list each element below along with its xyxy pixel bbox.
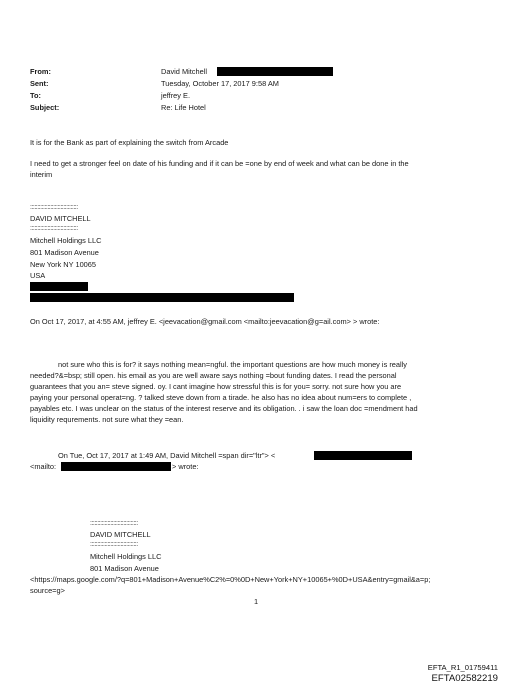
footer-id-1: EFTA_R1_01759411: [427, 663, 498, 672]
quote1-line-5: payables etc. I was unclear on the status of the interest reserve and its obligation. . i saw the loan doc =mendment had: [30, 404, 418, 413]
sig1-company: Mitchell Holdings LLC: [30, 236, 102, 245]
sig2-name: DAVID MITCHELL: [90, 530, 151, 539]
to-value: jeffrey E.: [161, 91, 191, 100]
body-line-2b: interim: [30, 170, 53, 179]
sig1-country: USA: [30, 271, 46, 280]
from-value: David Mitchell: [161, 67, 208, 76]
from-label: From:: [30, 67, 51, 76]
quote1-line-3: guarantees that you an= steve signed. oy. I cant imagine how stressful this is for you= sorry. not sure how you are: [30, 382, 402, 391]
redaction-quote2-email: [314, 451, 412, 460]
sig1-address1: 801 Madison Avenue: [30, 248, 99, 257]
quote1-line-2: needed?&=bsp; still open. his email as you are well aware says nothing =bout funding dates. I read the personal: [30, 371, 397, 380]
sig1-address2: New York NY 10065: [30, 260, 97, 269]
sig2-dots-bottom: :::::::::::::::::::::::::::::::::: [90, 541, 138, 548]
quote2-intro: On Tue, Oct 17, 2017 at 1:49 AM, David Mitchell =span dir="ltr"> <: [58, 451, 276, 460]
quote2-wrote: > wrote:: [172, 462, 199, 471]
quote1-line-1: not sure who this is for? it says nothing mean=ngful. the important questions are how much money is really: [58, 360, 407, 369]
redaction-sig1-contact: [30, 293, 294, 302]
sig2-url-line-1: <https://maps.google.com/?q=801+Madison+Avenue%C2%=0%0D+New+York+NY+10065+%0D+USA&entry=gmail&a=p;: [30, 575, 431, 584]
sig2-address1: 801 Madison Avenue: [90, 564, 159, 573]
body-line-1: It is for the Bank as part of explaining the switch from Arcade: [30, 138, 229, 147]
redaction-sig1-phone: [30, 282, 88, 291]
quote1-intro: On Oct 17, 2017, at 4:55 AM, jeffrey E. <jeevacation@gmail.com <mailto:jeevacation@g=ail.com> > wrote:: [30, 317, 380, 326]
sig1-name: DAVID MITCHELL: [30, 214, 91, 223]
body-line-2a: I need to get a stronger feel on date of his funding and if it can be =one by end of week and what can be done in the: [30, 159, 409, 168]
sent-label: Sent:: [30, 79, 49, 88]
quote1-line-6: liquidity requrements. not sure what they =ean.: [30, 415, 184, 424]
quote1-line-4: paying your personal operat=ng. ? talked steve down from a tirade. he also has no idea about num=ers to complete ,: [30, 393, 412, 402]
sig2-url-line-2: source=g>: [30, 586, 65, 595]
sig2-dots-top: :::::::::::::::::::::::::::::::::: [90, 520, 138, 527]
sig2-company: Mitchell Holdings LLC: [90, 552, 162, 561]
to-label: To:: [30, 91, 41, 100]
subject-label: Subject:: [30, 103, 60, 112]
page-number: 1: [254, 597, 259, 606]
redaction-quote2-mailto: [61, 462, 171, 471]
quote2-mailto: <mailto:: [30, 462, 57, 471]
sent-value: Tuesday, October 17, 2017 9:58 AM: [161, 79, 279, 88]
subject-value: Re: Life Hotel: [161, 103, 206, 112]
sig1-dots-bottom: :::::::::::::::::::::::::::::::::: [30, 225, 78, 232]
sig1-dots-top: :::::::::::::::::::::::::::::::::: [30, 204, 78, 211]
redaction-from-email: [217, 67, 333, 76]
footer-id-2: EFTA02582219: [431, 673, 498, 684]
